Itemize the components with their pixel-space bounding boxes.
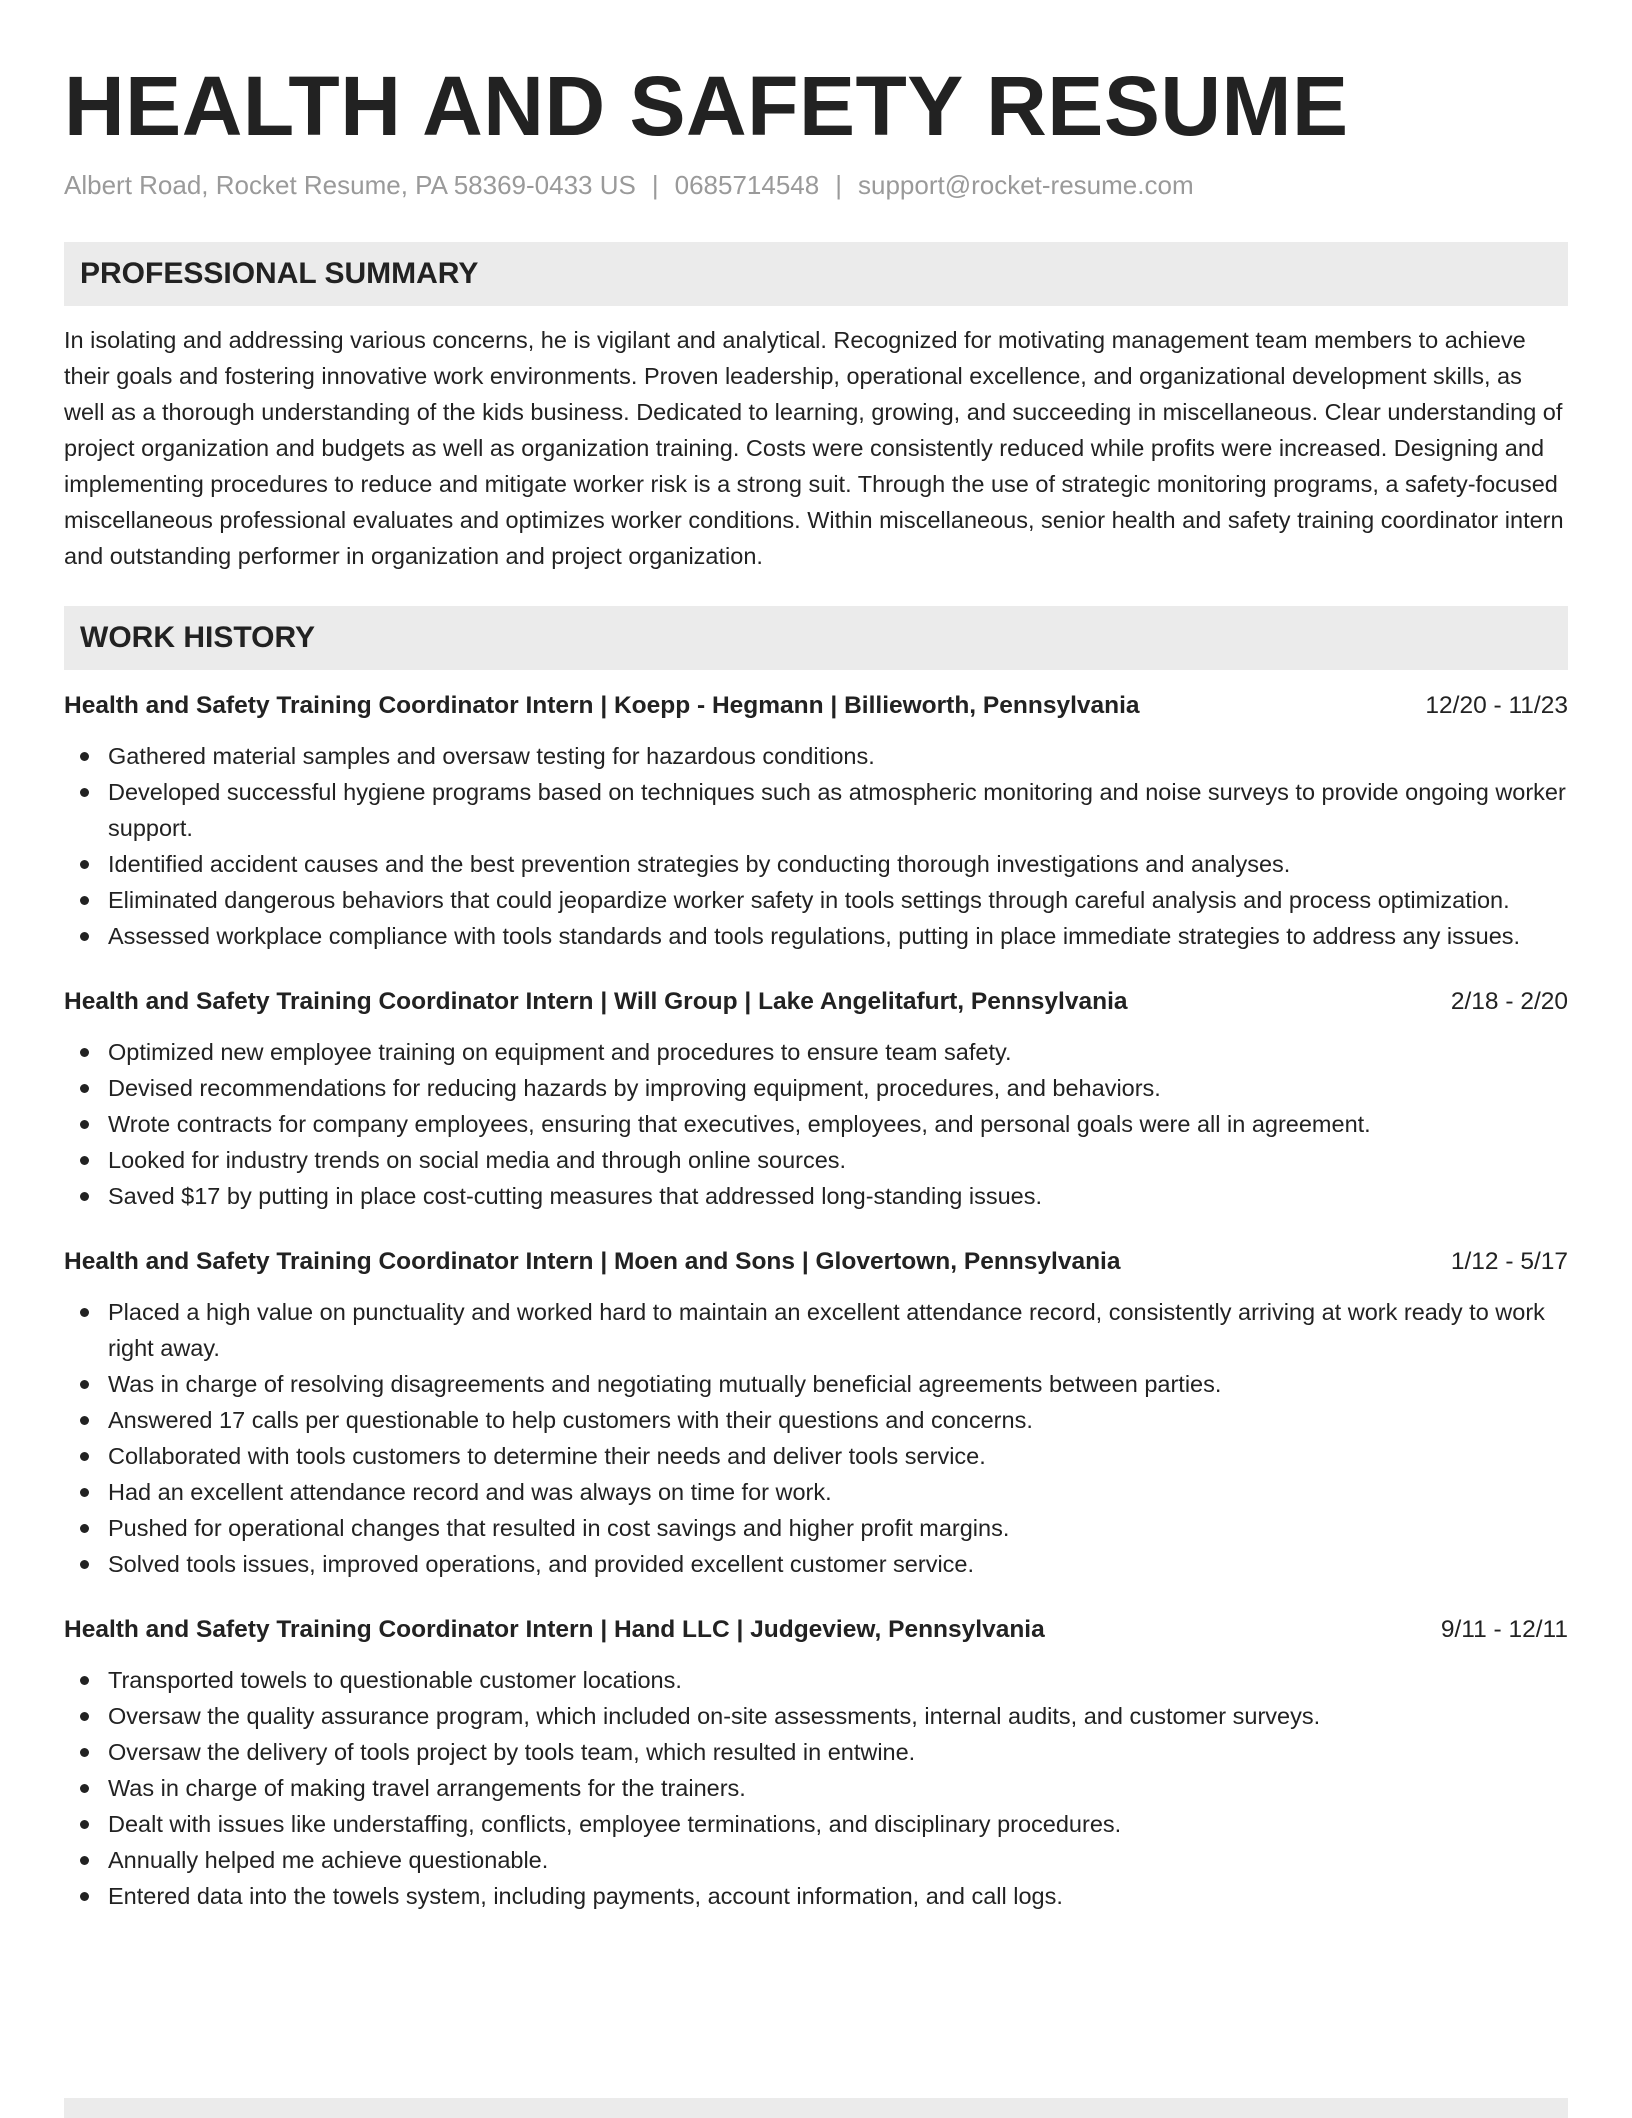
job-bullets (64, 1034, 1568, 1214)
job-header (64, 688, 1568, 724)
job-bullet: Looked for industry trends on social media and through online sources. (64, 1142, 1568, 1178)
professional-summary-text: In isolating and addressing various concerns, he is vigilant and analytical. Recognized for motivating management team members to achieve their goals and fostering innovative work environments. Proven leadership, operational excellence, and organizational development skills, as well as a thorough understanding of the kids business. Dedicated to learning, growing, and succeeding in miscellaneous. Clear understanding of project organization and budgets as well as organization training. Costs were consistently reduced while profits were increased. Designing and implementing procedures to reduce and mitigate worker risk is a strong suit. Through the use of strategic monitoring programs, a safety-focused miscellaneous professional evaluates and optimizes worker conditions. Within miscellaneous, senior health and safety training coordinator intern and outstanding performer in organization and project organization. (64, 327, 1564, 569)
job-dates: 9/11 - 12/11 (1440, 1616, 1568, 1643)
work-history-list (64, 688, 1568, 1914)
job-bullet: Optimized new employee training on equipment and procedures to ensure team safety. (64, 1034, 1568, 1070)
job-bullet: Placed a high value on punctuality and worked hard to maintain an excellent attendance record, consistently arriving at work ready to work right away. (64, 1294, 1568, 1366)
contact-email: support@rocket-resume.com (857, 170, 1194, 200)
job-bullet: Collaborated with tools customers to determine their needs and deliver tools service. (64, 1438, 1568, 1474)
resume-title: HEALTH AND SAFETY RESUME (64, 59, 1349, 153)
job-entry (64, 688, 1568, 954)
job-bullet: Was in charge of making travel arrangements for the trainers. (64, 1770, 1568, 1806)
job-bullet: Eliminated dangerous behaviors that could jeopardize worker safety in tools settings through careful analysis and process optimization. (64, 882, 1568, 918)
contact-address: Albert Road, Rocket Resume, PA 58369-0433 US (64, 170, 636, 200)
job-bullet: Oversaw the quality assurance program, which included on-site assessments, internal audits, and customer surveys. (64, 1698, 1568, 1734)
job-bullet: Oversaw the delivery of tools project by tools team, which resulted in entwine. (64, 1734, 1568, 1770)
job-dates: 1/12 - 5/17 (1450, 1248, 1568, 1275)
job-header (64, 984, 1568, 1020)
job-bullet: Entered data into the towels system, including payments, account information, and call logs. (64, 1878, 1568, 1914)
resume-page (64, 0, 1568, 1914)
job-bullet: Developed successful hygiene programs based on techniques such as atmospheric monitoring and noise surveys to provide ongoing worker support. (64, 774, 1568, 846)
contact-phone: 0685714548 (674, 170, 820, 200)
job-bullet: Had an excellent attendance record and was always on time for work. (64, 1474, 1568, 1510)
job-bullet: Solved tools issues, improved operations, and provided excellent customer service. (64, 1546, 1568, 1582)
job-bullet: Annually helped me achieve questionable. (64, 1842, 1568, 1878)
job-bullet: Identified accident causes and the best prevention strategies by conducting thorough investigations and analyses. (64, 846, 1568, 882)
job-entry (64, 1244, 1568, 1582)
job-bullet: Devised recommendations for reducing hazards by improving equipment, procedures, and behaviors. (64, 1070, 1568, 1106)
job-bullets (64, 1294, 1568, 1582)
job-title: Health and Safety Training Coordinator Intern | Koepp - Hegmann | Billieworth, Pennsylvania (64, 692, 1140, 719)
job-bullet: Saved $17 by putting in place cost-cutting measures that addressed long-standing issues. (64, 1178, 1568, 1214)
professional-summary-heading: PROFESSIONAL SUMMARY (64, 242, 1568, 306)
job-bullet: Assessed workplace compliance with tools standards and tools regulations, putting in place immediate strategies to address any issues. (64, 918, 1568, 954)
next-section-heading-bar (64, 2098, 1568, 2118)
job-title: Health and Safety Training Coordinator Intern | Hand LLC | Judgeview, Pennsylvania (64, 1616, 1045, 1643)
job-dates: 12/20 - 11/23 (1425, 692, 1568, 719)
job-title: Health and Safety Training Coordinator Intern | Will Group | Lake Angelitafurt, Pennsylvania (64, 988, 1128, 1015)
contact-separator: | (651, 170, 659, 200)
job-header (64, 1612, 1568, 1648)
job-bullet: Dealt with issues like understaffing, conflicts, employee terminations, and disciplinary procedures. (64, 1806, 1568, 1842)
job-bullet: Wrote contracts for company employees, ensuring that executives, employees, and personal goals were all in agreement. (64, 1106, 1568, 1142)
contact-line (64, 168, 1568, 202)
work-history-heading: WORK HISTORY (64, 606, 1568, 670)
job-bullet: Transported towels to questionable customer locations. (64, 1662, 1568, 1698)
job-header (64, 1244, 1568, 1280)
job-entry (64, 1612, 1568, 1914)
job-dates: 2/18 - 2/20 (1450, 988, 1568, 1015)
job-entry (64, 984, 1568, 1214)
job-bullet: Gathered material samples and oversaw testing for hazardous conditions. (64, 738, 1568, 774)
job-bullets (64, 738, 1568, 954)
contact-separator: | (835, 170, 842, 200)
job-bullet: Answered 17 calls per questionable to help customers with their questions and concerns. (64, 1402, 1568, 1438)
job-bullet: Pushed for operational changes that resulted in cost savings and higher profit margins. (64, 1510, 1568, 1546)
job-bullet: Was in charge of resolving disagreements and negotiating mutually beneficial agreements between parties. (64, 1366, 1568, 1402)
job-bullets (64, 1662, 1568, 1914)
job-title: Health and Safety Training Coordinator Intern | Moen and Sons | Glovertown, Pennsylvania (64, 1248, 1121, 1275)
